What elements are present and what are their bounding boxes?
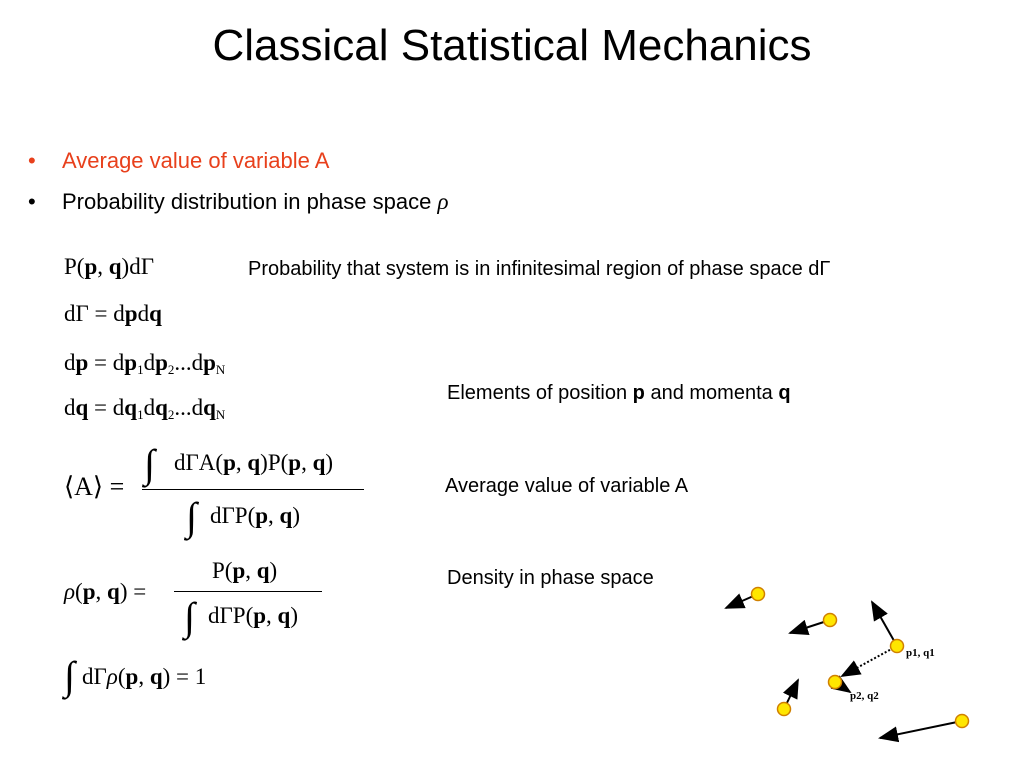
particle-2-label: p2, q2 bbox=[850, 690, 879, 702]
bullet-probability-distribution bbox=[28, 187, 449, 217]
particle-1-label: p1, q1 bbox=[906, 647, 935, 659]
particle bbox=[778, 703, 791, 716]
desc-elements-pre: Elements of position bbox=[447, 382, 628, 404]
velocity-arrow bbox=[880, 721, 962, 738]
phase-space-diagram bbox=[700, 570, 1020, 760]
particle bbox=[752, 588, 765, 601]
desc-average: Average value of variable A bbox=[445, 475, 689, 497]
particle bbox=[956, 715, 969, 728]
bullet-marker: • bbox=[28, 189, 36, 214]
eq-density: ρ(p, q) = P(p, q) ∫ dΓP(p, q) bbox=[64, 552, 364, 652]
velocity-arrow bbox=[872, 602, 897, 646]
desc-density: Density in phase space bbox=[447, 567, 654, 589]
eq-dq: dq = $dq_1dq_2...dq_N$ bbox=[64, 395, 226, 422]
correlation-arrow bbox=[842, 646, 897, 676]
bullet-text: Probability distribution in phase space bbox=[62, 189, 432, 214]
bullet-average-value bbox=[28, 146, 329, 176]
eq-average: ⟨A⟩ = ∫ dΓA(p, q)P(p, q) ∫ dΓP(p, q) bbox=[64, 442, 384, 542]
particle-2 bbox=[829, 676, 842, 689]
desc-probability-region: Probability that system is in infinitesimal region of phase space dΓ bbox=[248, 258, 831, 280]
desc-elements-p: p bbox=[632, 382, 645, 404]
eq-probability-element: P(p, q)dΓ bbox=[64, 254, 155, 279]
rho-symbol: ρ bbox=[437, 189, 449, 214]
bullet-marker: • bbox=[28, 148, 36, 173]
eq-normalization: ∫ dΓρ(p, q) = 1 bbox=[64, 653, 207, 698]
eq-dgamma: dΓ = dpdq bbox=[64, 301, 162, 326]
desc-elements-q: q bbox=[778, 382, 791, 404]
bullet-text: Average value of variable A bbox=[62, 148, 330, 173]
slide-title: Classical Statistical Mechanics bbox=[212, 21, 812, 70]
eq-dp: dp = $dp_1dp_2...dp_N$ bbox=[64, 350, 226, 377]
particle-1 bbox=[891, 640, 904, 653]
particle bbox=[824, 614, 837, 627]
desc-elements bbox=[447, 382, 791, 405]
desc-elements-mid: and momenta bbox=[650, 382, 773, 404]
